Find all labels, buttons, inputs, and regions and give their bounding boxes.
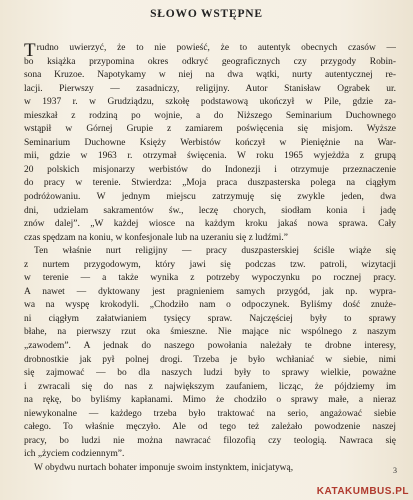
text-line: 20 polskich misjonarzy werbistów do Indonezji i otrzymuje przeznaczenie (24, 164, 396, 175)
text-line: i zwracali się do nas z największym zaufaniem, licząc, że pójdziemy im (24, 381, 396, 392)
text-line: błahe, na pierwszy rzut oka śmieszne. Nie mające nic wspólnego z naszym (24, 327, 396, 338)
text-line: wa na wyspę krokodyli. „Chodziło nam o odpoczynek. Byliśmy dość znuże- (24, 300, 396, 311)
chapter-heading: SŁOWO WSTĘPNE (150, 8, 263, 20)
text-line: lacji. Pierwszy — zasadniczy, religijny. Autor Stanisław Ograbek ur. (24, 83, 396, 94)
text-line: „zawodem”. A jednak do naszego powołania należały te drobne interesy, (24, 341, 396, 352)
text-line: do pracy w terenie. Stwierdza: „Moja praca duszpasterska polega na ciągłym (24, 178, 396, 189)
text-line: w 1937 r. w Grudziądzu, szkołę podstawową ukończył w Pile, gdzie za- (24, 97, 396, 108)
text-line: ni ciągłym załatwianiem tysięcy spraw. Najczęściej były to sprawy (24, 313, 396, 324)
body-text (24, 42, 396, 476)
text-line: mieszkał z rodziną po wojnie, a do Niższego Seminarium Duchownego (24, 110, 396, 121)
text-line: Trudno uwierzyć, że to nie powieść, że to autentyk obecnych czasów — (24, 42, 396, 56)
text-line: mii, gdzie w 1963 r. otrzymał święcenia. W roku 1965 wyjeżdża z grupą (24, 151, 396, 162)
text-line: na rękę, bo byliśmy kapłanami. Mimo że chodziło o sprawy małe, a nieraz (24, 395, 396, 406)
text-line: się zajmować — bo dla naszych ludzi były to sprawy wielkie, poważne (24, 368, 396, 379)
drop-cap: T (24, 42, 36, 56)
watermark-logo: KATAKUMBUS.PL (316, 486, 409, 497)
text-line: A nawet — dyktowany jest pragnieniem samych przygód, jak np. wypra- (24, 286, 396, 297)
text-line: Ten właśnie nurt religijny — pracy duszpasterskiej ściśle wiąże się (34, 246, 396, 257)
text-line: z nurtem przygodowym, który jawi się podczas tzw. patroli, wizytacji (24, 259, 396, 270)
text-line: bo książka przypomina okres odkryć geograficznych czy przygody Robin- (24, 56, 396, 67)
page-number: 3 (393, 466, 397, 475)
text-line: drobnostkie jak pył polnej drogi. Trzeba je było wchłaniać w siebie, nimi (24, 354, 396, 365)
text-line: Seminarium Duchowne Księży Werbistów kończył w Pieniężnie na War- (24, 137, 396, 148)
text-line: sona Kruzoe. Napotykamy w niej na dwa wątki, nurty autentycznej re- (24, 70, 396, 81)
text-line: znów dalej”. „W każdej wiosce na każdym kroku jakaś nowa sprawa. Cały (24, 219, 396, 230)
text-line: dni, udzielam sakramentów św., leczę chorych, siodłam konia i jadę (24, 205, 396, 216)
text-line: W obydwu nurtach bohater imponuje swoim instynktem, inicjatywą, (34, 462, 294, 473)
text-line: czas spędzam na koniu, w konfesjonale lub na uzeraniu się z ludźmi.” (24, 232, 288, 243)
text-line: pracy, bo ludzi nie można nawracać filozofią czy teologią. Nawraca się (24, 435, 396, 446)
text-line: całego. To właśnie męczyło. Ale od tego też zależało powodzenie naszej (24, 422, 396, 433)
text-line: ich „życiem codziennym”. (24, 449, 125, 460)
text-line: podróżowaniu. W jednym miejscu zatrzymuję się zwykle jeden, dwa (24, 192, 396, 203)
text-line: niewykonalne — każdego trzeba było traktować na serio, angażować siebie (24, 408, 396, 419)
text-line: wstąpił w Górnej Grupie z zamiarem poświęcenia się misjom. Wyższe (24, 124, 396, 135)
text-line: w terenie — a także wynika z potrzeby wypoczynku po rocznej pracy. (24, 273, 396, 284)
